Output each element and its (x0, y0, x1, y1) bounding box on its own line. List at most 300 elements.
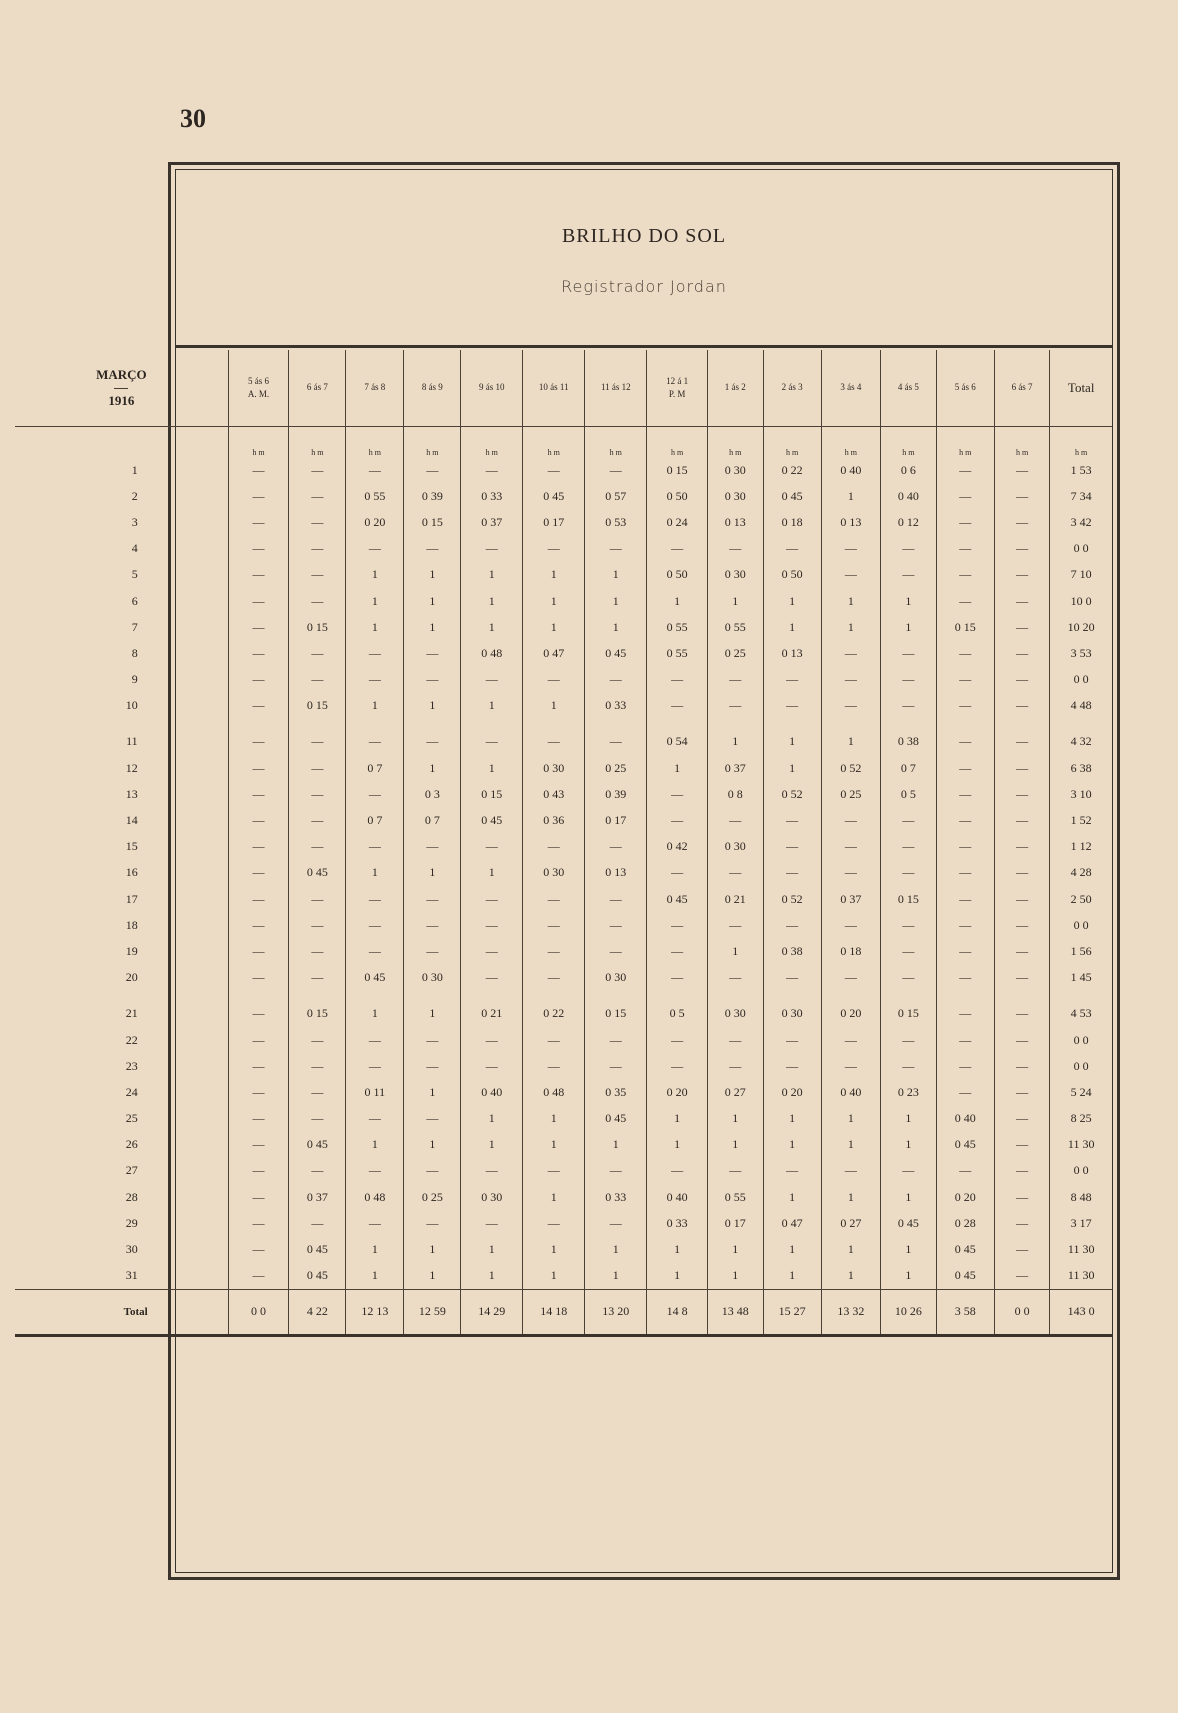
hour-cell: — (708, 807, 764, 833)
hour-cell: — (523, 965, 585, 991)
hour-cell: — (881, 912, 937, 938)
hour-cell: — (647, 938, 708, 964)
hour-cell: — (647, 536, 708, 562)
hour-cell: — (404, 457, 461, 483)
hour-cell: — (346, 1158, 404, 1184)
hour-cell: — (994, 1027, 1050, 1053)
day-total-cell: 0 0 (1050, 912, 1112, 938)
hour-cell: — (994, 588, 1050, 614)
column-label: 4 ás 5 (897, 382, 919, 393)
day-total-cell: 4 32 (1050, 729, 1112, 755)
hour-cell: — (461, 1053, 523, 1079)
hour-cell: — (936, 588, 994, 614)
hour-cell: 0 27 (708, 1079, 764, 1105)
day-total-cell: 4 28 (1050, 860, 1112, 886)
hour-cell: — (936, 667, 994, 693)
hour-cell: 1 (585, 614, 647, 640)
day-total-cell: 0 0 (1050, 1027, 1112, 1053)
hour-cell: — (404, 1106, 461, 1132)
hour-cell: 1 (881, 1263, 937, 1290)
unit-label: h m (763, 427, 821, 458)
hour-cell: 0 50 (763, 562, 821, 588)
hour-cell: — (289, 1027, 346, 1053)
hour-cell: 0 7 (404, 807, 461, 833)
table-row (15, 755, 1112, 781)
hour-cell: 1 (585, 1132, 647, 1158)
hour-cell: — (461, 536, 523, 562)
hour-cell: 0 52 (763, 886, 821, 912)
column-header (461, 350, 523, 427)
hour-cell: — (228, 755, 289, 781)
hour-cell: — (821, 912, 880, 938)
hour-cell: — (346, 834, 404, 860)
hour-cell: — (647, 912, 708, 938)
hour-cell: — (763, 693, 821, 719)
hour-cell: — (585, 1210, 647, 1236)
day-label: 8 (131, 645, 138, 660)
unit-label: h m (228, 427, 289, 458)
hour-cell: 0 33 (647, 1210, 708, 1236)
hour-cell: — (585, 886, 647, 912)
day-label: 28 (125, 1189, 138, 1204)
hour-cell: — (994, 562, 1050, 588)
hour-cell: 0 21 (461, 1001, 523, 1027)
hour-cell: 0 3 (404, 781, 461, 807)
day-label: 6 (131, 593, 138, 608)
hour-cell: 0 39 (404, 483, 461, 509)
hour-cell: — (346, 729, 404, 755)
hour-cell: 0 20 (346, 509, 404, 535)
hour-cell: 0 15 (461, 781, 523, 807)
column-sublabel: A. M. (247, 389, 270, 399)
table-row (15, 562, 1112, 588)
hour-cell: 1 (881, 1184, 937, 1210)
hour-cell: 1 (881, 1236, 937, 1262)
spacer-cell (404, 991, 461, 1001)
hour-cell: 0 21 (708, 886, 764, 912)
spacer-cell (647, 991, 708, 1001)
day-label: 25 (125, 1111, 138, 1126)
hour-cell: 1 (708, 1132, 764, 1158)
day-total-cell: 1 56 (1050, 938, 1112, 964)
hour-cell: 1 (821, 1132, 880, 1158)
hour-cell: — (228, 614, 289, 640)
hour-cell: 0 13 (821, 509, 880, 535)
hour-cell: — (708, 1027, 764, 1053)
hour-cell: 1 (585, 1263, 647, 1290)
hour-cell: 0 30 (708, 834, 764, 860)
hour-cell: — (994, 965, 1050, 991)
day-total-cell: 1 45 (1050, 965, 1112, 991)
table-row (15, 693, 1112, 719)
hour-cell: — (994, 693, 1050, 719)
hour-cell: — (647, 1053, 708, 1079)
spacer-cell (647, 719, 708, 729)
column-total-cell: 12 59 (404, 1289, 461, 1335)
hour-cell: 0 15 (404, 509, 461, 535)
column-header (881, 350, 937, 427)
hour-cell: 0 30 (523, 755, 585, 781)
hour-cell: 0 11 (346, 1079, 404, 1105)
hour-cell: 0 23 (881, 1079, 937, 1105)
hour-cell: 0 30 (708, 1001, 764, 1027)
hour-cell: — (763, 1053, 821, 1079)
hour-cell: — (228, 807, 289, 833)
day-total-cell: 1 52 (1050, 807, 1112, 833)
year-label: 1916 (108, 392, 135, 408)
hour-cell: 0 13 (708, 509, 764, 535)
hour-cell: — (523, 667, 585, 693)
month-year-header (15, 350, 228, 427)
hour-cell: — (289, 1053, 346, 1079)
hour-cell: 0 24 (647, 509, 708, 535)
hour-cell: 1 (461, 562, 523, 588)
hour-cell: 0 22 (523, 1001, 585, 1027)
hour-cell: — (994, 667, 1050, 693)
title-block (175, 169, 1113, 348)
column-label: 8 ás 9 (421, 382, 443, 393)
hour-cell: 0 42 (647, 834, 708, 860)
hour-cell: 1 (821, 588, 880, 614)
hour-cell: 0 13 (585, 860, 647, 886)
table-row (15, 588, 1112, 614)
hour-cell: 1 (404, 860, 461, 886)
hour-cell: 1 (647, 1132, 708, 1158)
hour-cell: — (936, 693, 994, 719)
day-total-cell: 3 42 (1050, 509, 1112, 535)
table-row (15, 1106, 1112, 1132)
hour-cell: 1 (346, 1236, 404, 1262)
spacer-cell (1050, 991, 1112, 1001)
hour-cell: — (461, 886, 523, 912)
hour-cell: — (881, 834, 937, 860)
hour-cell: 1 (461, 755, 523, 781)
hour-cell: 0 45 (936, 1263, 994, 1290)
hour-cell: 0 45 (289, 1132, 346, 1158)
hour-cell: — (289, 640, 346, 666)
hour-cell: 1 (404, 1001, 461, 1027)
day-total-cell: 2 50 (1050, 886, 1112, 912)
hour-cell: 0 38 (881, 729, 937, 755)
day-total-cell: 7 34 (1050, 483, 1112, 509)
hour-cell: 0 38 (763, 938, 821, 964)
hour-cell: — (346, 1210, 404, 1236)
hour-cell: — (821, 693, 880, 719)
day-total-cell: 1 12 (1050, 834, 1112, 860)
hour-cell: 1 (523, 1263, 585, 1290)
hour-cell: 1 (461, 1132, 523, 1158)
hour-cell: — (763, 807, 821, 833)
column-label: 10 ás 11 (538, 382, 569, 393)
day-label: 22 (125, 1032, 138, 1047)
hour-cell: — (346, 667, 404, 693)
hour-cell: — (228, 667, 289, 693)
hour-cell: — (936, 640, 994, 666)
hour-cell: — (289, 965, 346, 991)
hour-cell: 1 (523, 588, 585, 614)
hour-cell: — (585, 834, 647, 860)
hour-cell: 1 (821, 614, 880, 640)
hour-cell: 1 (647, 755, 708, 781)
spacer-cell (404, 719, 461, 729)
spacer-cell (585, 719, 647, 729)
hour-cell: — (404, 729, 461, 755)
hour-cell: 1 (821, 1263, 880, 1290)
hour-cell: — (228, 457, 289, 483)
hour-cell: 0 43 (523, 781, 585, 807)
hour-cell: — (404, 1053, 461, 1079)
column-label: 3 ás 4 (840, 382, 862, 393)
unit-label: h m (994, 427, 1050, 458)
hour-cell: 1 (404, 1132, 461, 1158)
hour-cell: — (821, 1027, 880, 1053)
hour-cell: — (228, 1132, 289, 1158)
hour-cell: 0 15 (881, 1001, 937, 1027)
hour-cell: 1 (763, 1236, 821, 1262)
hour-cell: — (228, 938, 289, 964)
spacer-cell (763, 991, 821, 1001)
hour-cell: 0 8 (708, 781, 764, 807)
hour-cell: 0 54 (647, 729, 708, 755)
hour-cell: 0 30 (708, 562, 764, 588)
column-label: 7 ás 8 (364, 382, 386, 393)
hour-cell: — (994, 1263, 1050, 1290)
day-label: 14 (125, 813, 138, 828)
hour-cell: — (228, 860, 289, 886)
hour-cell: — (289, 483, 346, 509)
hour-cell: — (994, 1106, 1050, 1132)
hour-cell: — (228, 1001, 289, 1027)
hour-cell: 0 48 (461, 640, 523, 666)
hour-cell: — (228, 1236, 289, 1262)
hour-cell: — (228, 965, 289, 991)
hour-cell: — (289, 1079, 346, 1105)
hour-cell: 1 (881, 588, 937, 614)
hour-cell: 1 (647, 1263, 708, 1290)
hour-cell: 0 57 (585, 483, 647, 509)
hour-cell: 1 (523, 1106, 585, 1132)
hour-cell: — (523, 912, 585, 938)
hour-cell: — (994, 614, 1050, 640)
hour-cell: — (404, 640, 461, 666)
unit-label: h m (346, 427, 404, 458)
hour-cell: — (523, 834, 585, 860)
hour-cell: — (228, 886, 289, 912)
column-label: 6 ás 7 (1011, 382, 1033, 393)
day-total-cell: 0 0 (1050, 1053, 1112, 1079)
hour-cell: — (585, 536, 647, 562)
hour-cell: — (821, 807, 880, 833)
hour-cell: — (763, 667, 821, 693)
hour-cell: 0 52 (763, 781, 821, 807)
hour-cell: 1 (346, 1132, 404, 1158)
day-label: 9 (131, 672, 138, 687)
units-blank (15, 427, 228, 458)
day-label: 26 (125, 1137, 138, 1152)
hour-cell: 1 (404, 1079, 461, 1105)
day-total-cell: 11 30 (1050, 1132, 1112, 1158)
hour-cell: 1 (708, 1106, 764, 1132)
hour-cell: — (228, 1106, 289, 1132)
hour-cell: — (585, 729, 647, 755)
hour-cell: 0 30 (708, 483, 764, 509)
hour-cell: 1 (821, 1106, 880, 1132)
hour-cell: — (228, 1210, 289, 1236)
hour-cell: — (289, 536, 346, 562)
hour-cell: 1 (821, 483, 880, 509)
hour-cell: 0 45 (647, 886, 708, 912)
hour-cell: 1 (346, 1001, 404, 1027)
hour-cell: 1 (523, 1236, 585, 1262)
hour-cell: — (585, 667, 647, 693)
column-header (936, 350, 994, 427)
hour-cell: — (461, 938, 523, 964)
hour-cell: — (708, 536, 764, 562)
hour-cell: — (346, 536, 404, 562)
hour-cell: — (994, 729, 1050, 755)
unit-label: h m (523, 427, 585, 458)
hour-cell: 0 20 (647, 1079, 708, 1105)
hour-cell: — (936, 860, 994, 886)
hour-cell: 0 45 (289, 1263, 346, 1290)
hour-cell: 1 (404, 1263, 461, 1290)
column-total-cell: 10 26 (881, 1289, 937, 1335)
hour-cell: — (994, 834, 1050, 860)
hour-cell: — (936, 1027, 994, 1053)
hour-cell: 0 15 (289, 693, 346, 719)
unit-label: h m (585, 427, 647, 458)
hour-cell: — (346, 886, 404, 912)
column-total-cell: 3 58 (936, 1289, 994, 1335)
day-label: 10 (125, 698, 138, 713)
month-divider (114, 388, 128, 389)
hour-cell: 0 25 (708, 640, 764, 666)
hour-cell: — (936, 457, 994, 483)
unit-label: h m (647, 427, 708, 458)
table-header-row (15, 350, 1112, 427)
hour-cell: — (763, 536, 821, 562)
hour-cell: — (994, 1001, 1050, 1027)
day-label: 4 (131, 541, 138, 556)
page-title: BRILHO DO SOL (561, 225, 727, 247)
hour-cell: — (881, 536, 937, 562)
hour-cell: — (523, 1210, 585, 1236)
hour-cell: — (228, 509, 289, 535)
hour-cell: — (994, 536, 1050, 562)
hour-cell: — (289, 912, 346, 938)
hour-cell: — (289, 588, 346, 614)
hour-cell: — (994, 1132, 1050, 1158)
hour-cell: 0 25 (404, 1184, 461, 1210)
day-total-cell: 8 48 (1050, 1184, 1112, 1210)
hour-cell: — (404, 536, 461, 562)
hour-cell: — (821, 667, 880, 693)
column-header (821, 350, 880, 427)
hour-cell: — (523, 1027, 585, 1053)
hour-cell: 1 (585, 562, 647, 588)
hour-cell: 0 45 (585, 640, 647, 666)
column-header (404, 350, 461, 427)
hour-cell: — (228, 781, 289, 807)
hour-cell: — (461, 965, 523, 991)
hour-cell: 1 (346, 860, 404, 886)
hour-cell: 1 (763, 1184, 821, 1210)
hour-cell: 1 (346, 1263, 404, 1290)
day-label: 17 (125, 891, 138, 906)
hour-cell: — (228, 693, 289, 719)
hour-cell: — (936, 536, 994, 562)
hour-cell: — (994, 640, 1050, 666)
hour-cell: — (708, 912, 764, 938)
table-row (15, 781, 1112, 807)
hour-cell: 0 33 (585, 1184, 647, 1210)
table-row (15, 965, 1112, 991)
spacer-cell (346, 719, 404, 729)
column-label: 5 ás 6 (248, 375, 270, 386)
day-total-cell: 0 0 (1050, 667, 1112, 693)
hour-cell: 0 17 (708, 1210, 764, 1236)
hour-cell: 1 (461, 1263, 523, 1290)
column-header (346, 350, 404, 427)
hour-cell: — (523, 938, 585, 964)
day-label: 27 (125, 1163, 138, 1178)
hour-cell: — (936, 729, 994, 755)
hour-cell: 0 45 (585, 1106, 647, 1132)
spacer-cell (523, 991, 585, 1001)
column-label: 9 ás 10 (478, 382, 505, 393)
hour-cell: — (936, 483, 994, 509)
hour-cell: — (936, 1053, 994, 1079)
table-row (15, 1210, 1112, 1236)
hour-cell: — (461, 912, 523, 938)
hour-cell: — (289, 1158, 346, 1184)
hour-cell: — (647, 965, 708, 991)
hour-cell: — (994, 509, 1050, 535)
hour-cell: — (461, 667, 523, 693)
table-row (15, 938, 1112, 964)
hour-cell: 0 15 (289, 614, 346, 640)
hour-cell: — (228, 912, 289, 938)
table-row (15, 1132, 1112, 1158)
hour-cell: 1 (585, 1236, 647, 1262)
hour-cell: 1 (461, 588, 523, 614)
hour-cell: 1 (708, 729, 764, 755)
hour-cell: — (228, 1027, 289, 1053)
column-header (763, 350, 821, 427)
hour-cell: — (647, 781, 708, 807)
hour-cell: 1 (346, 588, 404, 614)
hour-cell: — (994, 457, 1050, 483)
day-label: 29 (125, 1215, 138, 1230)
hour-cell: 1 (404, 614, 461, 640)
hour-cell: — (228, 588, 289, 614)
hour-cell: — (647, 1027, 708, 1053)
hour-cell: — (881, 693, 937, 719)
hour-cell: — (289, 886, 346, 912)
spacer-cell (881, 719, 937, 729)
hour-cell: — (523, 1158, 585, 1184)
grand-total-cell: 143 0 (1050, 1289, 1112, 1335)
hour-cell: — (585, 912, 647, 938)
hour-cell: 0 18 (763, 509, 821, 535)
hour-cell: — (228, 536, 289, 562)
unit-label: h m (936, 427, 994, 458)
column-total-cell: 0 0 (994, 1289, 1050, 1335)
hour-cell: 1 (708, 938, 764, 964)
hour-cell: — (994, 1158, 1050, 1184)
hour-cell: 1 (461, 614, 523, 640)
hour-cell: — (404, 667, 461, 693)
